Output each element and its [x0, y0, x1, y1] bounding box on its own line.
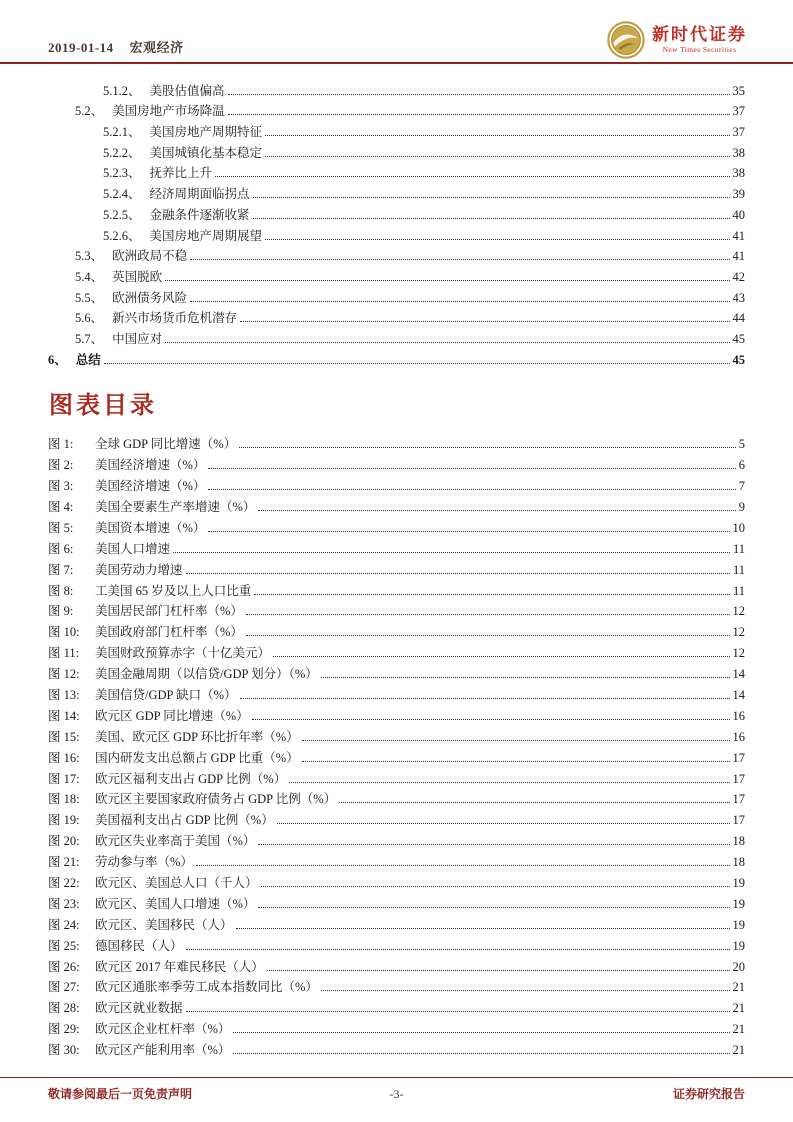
figure-entry[interactable] [48, 807, 745, 828]
toc-entry[interactable] [103, 202, 745, 223]
figure-entry-title: 欧元区产能利用率（%） [95, 1043, 231, 1058]
footer-disclaimer: 敬请参阅最后一页免责声明 [48, 1087, 193, 1101]
figure-entry-title: 欧元区就业数据 [95, 1001, 183, 1016]
dot-leader [233, 1032, 729, 1033]
figure-entry-title: 德国移民（人） [95, 938, 183, 953]
company-logo [607, 21, 747, 59]
company-seal-icon [607, 21, 645, 59]
dot-leader [104, 363, 730, 364]
figure-entry-label: 图 4: [48, 499, 74, 514]
dot-leader [239, 447, 736, 448]
figure-entry-label: 图 25: [48, 938, 80, 953]
figure-entry-page: 17 [732, 750, 745, 765]
dot-leader [258, 907, 729, 908]
dot-leader [236, 928, 730, 929]
figure-entry-page: 21 [732, 1022, 745, 1037]
toc-entry[interactable] [75, 99, 745, 120]
figure-entry-label: 图 27: [48, 980, 80, 995]
company-name-block [652, 26, 747, 54]
figure-entry-label: 图 21: [48, 855, 80, 870]
dot-leader [215, 176, 729, 177]
toc-entry-page: 38 [732, 145, 745, 160]
figure-entry[interactable] [48, 724, 745, 745]
dot-leader [190, 301, 729, 302]
figure-entry-label: 图 8: [48, 583, 74, 598]
figure-entry-title: 美国人口增速 [95, 541, 171, 556]
dot-leader [252, 719, 730, 720]
dot-leader [165, 280, 729, 281]
figure-entry-title: 全球 GDP 同比增速（%） [95, 437, 237, 452]
dot-leader [186, 573, 730, 574]
footer-report-type: 证券研究报告 [672, 1087, 745, 1101]
figure-entry[interactable] [48, 995, 745, 1016]
figure-entry[interactable] [48, 452, 745, 473]
dot-leader [302, 761, 730, 762]
figure-entry-label: 图 12: [48, 667, 80, 682]
report-meta [48, 37, 184, 59]
figure-entry-label: 图 3: [48, 479, 74, 494]
figure-entry-page: 19 [732, 876, 745, 891]
figure-entry-title: 欧元区 GDP 同比增速（%） [95, 708, 249, 723]
dot-leader [228, 94, 730, 95]
toc-entry-number: 5.2.4、 [103, 187, 141, 202]
figure-entry-label: 图 13: [48, 688, 80, 702]
report-category: 宏观经济 [129, 40, 184, 55]
toc-entry-number: 6、 [48, 352, 67, 367]
toc-entry-page: 44 [732, 311, 745, 326]
toc-entry-number: 5.2.1、 [103, 125, 141, 140]
dot-leader [186, 1011, 730, 1012]
figure-entry-page: 16 [732, 708, 745, 723]
figure-entry-label: 图 18: [48, 792, 80, 807]
figure-entry-page: 18 [732, 834, 745, 849]
figure-entry-title: 美国经济增速（%） [95, 458, 206, 473]
report-date: 2019-01-14 [48, 40, 114, 55]
figure-entry-title: 美国经济增速（%） [95, 479, 206, 494]
toc-entry[interactable] [75, 244, 745, 265]
figure-entry-title: 欧元区、美国总人口（千人） [95, 876, 258, 891]
dot-leader [253, 197, 730, 198]
figure-entry[interactable] [48, 682, 745, 703]
toc-entry[interactable] [103, 78, 745, 99]
dot-leader [240, 321, 729, 322]
figure-entry-page: 17 [732, 792, 745, 807]
dot-leader [302, 740, 730, 741]
dot-leader [196, 865, 730, 866]
toc-entry[interactable] [75, 326, 745, 347]
toc-entry-title: 美股估值偏高 [149, 83, 225, 98]
dot-leader [246, 614, 730, 615]
figure-entry-page: 5 [738, 437, 745, 452]
toc-entry-title: 美国房地产周期展望 [149, 228, 263, 243]
figure-entry-title: 美国居民部门杠杆率（%） [95, 604, 243, 619]
table-of-contents [48, 78, 745, 368]
dot-leader [265, 156, 729, 157]
figure-entry-page: 19 [732, 917, 745, 932]
figure-entry[interactable] [48, 787, 745, 808]
dot-leader [265, 239, 729, 240]
figure-entry-title: 美国资本增速（%） [95, 520, 206, 535]
figure-entry-label: 图 11: [48, 646, 80, 661]
figure-entry-title: 欧元区企业杠杆率（%） [95, 1022, 231, 1037]
figure-entry-label: 图 22: [48, 876, 80, 891]
toc-entry-page: 37 [732, 104, 745, 119]
toc-entry-number: 5.4、 [75, 269, 104, 284]
toc-entry[interactable] [75, 285, 745, 306]
dot-leader [240, 698, 730, 699]
figure-entry-title: 欧元区福利支出占 GDP 比例（%） [95, 771, 287, 786]
dot-leader [321, 677, 730, 678]
figure-entry-label: 图 10: [48, 625, 80, 640]
figure-entry-label: 图 17: [48, 771, 80, 786]
dot-leader [228, 114, 730, 115]
toc-entry-number: 5.2、 [75, 104, 104, 119]
figure-entry-page: 12 [732, 604, 745, 619]
figure-entry-label: 图 19: [48, 813, 80, 828]
toc-entry-title: 金融条件逐渐收紧 [149, 207, 250, 222]
toc-entry-title: 美国房地产市场降温 [112, 104, 225, 119]
toc-entry-title: 经济周期面临拐点 [149, 187, 250, 202]
dot-leader [208, 531, 729, 532]
figure-entry[interactable] [48, 640, 745, 661]
toc-entry-page: 45 [732, 331, 745, 346]
figure-entry-title: 美国信贷/GDP 缺口（%） [95, 688, 237, 702]
figure-entry[interactable] [48, 515, 745, 536]
figure-entry-title: 美国政府部门杠杆率（%） [95, 625, 243, 640]
figure-entry-page: 14 [732, 688, 745, 702]
figure-entry-page: 18 [732, 855, 745, 870]
figure-entry-title: 美国全要素生产率增速（%） [95, 499, 256, 514]
dot-leader [165, 342, 729, 343]
figure-entry-page: 6 [738, 458, 745, 473]
figure-entry-page: 12 [732, 646, 745, 661]
figure-entry-page: 21 [732, 980, 745, 995]
figure-entry-label: 图 1: [48, 437, 74, 452]
company-name-en: New Times Securities [662, 44, 737, 54]
footer-page-number: -3- [389, 1087, 404, 1101]
figure-entry-label: 图 7: [48, 562, 74, 577]
figure-entry-page: 19 [732, 938, 745, 953]
figure-entry[interactable] [48, 578, 745, 599]
figure-entry-title: 美国财政预算赤字（十亿美元） [95, 646, 271, 661]
figure-entry-page: 19 [732, 896, 745, 911]
dot-leader [208, 489, 735, 490]
toc-entry[interactable] [75, 264, 745, 285]
figure-entry[interactable] [48, 975, 745, 996]
figure-entry[interactable] [48, 933, 745, 954]
figure-entry-title: 美国金融周期（以信贷/GDP 划分）（%） [95, 667, 318, 682]
figure-entry-page: 17 [732, 813, 745, 828]
dot-leader [258, 844, 729, 845]
figure-entry-title: 劳动参与率（%） [95, 855, 193, 870]
figure-entry[interactable] [48, 661, 745, 682]
figure-entry-label: 图 26: [48, 959, 80, 974]
toc-entry-page: 41 [732, 228, 745, 243]
figure-entry-page: 10 [732, 520, 745, 535]
dot-leader [258, 510, 735, 511]
figures-directory-heading: 图表目录 [49, 392, 157, 419]
toc-entry-number: 5.6、 [75, 311, 104, 326]
toc-entry-title: 总结 [75, 352, 101, 367]
toc-entry-number: 5.2.6、 [103, 228, 141, 243]
figure-entry[interactable] [48, 912, 745, 933]
page-header [0, 0, 793, 62]
toc-entry-page: 40 [732, 207, 745, 222]
dot-leader [321, 990, 730, 991]
dot-leader [190, 259, 729, 260]
figure-entry-label: 图 24: [48, 917, 80, 932]
figure-entry[interactable] [48, 891, 745, 912]
dot-leader [254, 594, 730, 595]
figure-entry-label: 图 5: [48, 520, 74, 535]
toc-entry-title: 欧洲政局不稳 [112, 249, 188, 264]
dot-leader [173, 552, 730, 553]
dot-leader [253, 218, 730, 219]
figure-entry[interactable] [48, 703, 745, 724]
toc-entry-page: 38 [732, 166, 745, 181]
toc-entry-number: 5.5、 [75, 290, 104, 305]
figure-entry-page: 12 [732, 625, 745, 640]
toc-entry-page: 41 [732, 249, 745, 264]
toc-entry-number: 5.2.2、 [103, 145, 141, 160]
figure-entry-label: 图 28: [48, 1001, 80, 1016]
dot-leader [289, 782, 729, 783]
toc-entry-page: 37 [732, 125, 745, 140]
dot-leader [339, 802, 729, 803]
figure-entry[interactable] [48, 1037, 745, 1058]
header-divider [0, 62, 793, 64]
figure-entry[interactable] [48, 536, 745, 557]
figure-entry-title: 欧元区失业率高于美国（%） [95, 834, 256, 849]
figure-entry[interactable] [48, 745, 745, 766]
figure-entry-label: 图 23: [48, 896, 80, 911]
figure-entry-label: 图 15: [48, 729, 80, 744]
page-content [0, 78, 793, 1058]
dot-leader [273, 656, 729, 657]
dot-leader [208, 468, 735, 469]
toc-entry[interactable] [103, 161, 745, 182]
toc-entry[interactable] [103, 140, 745, 161]
toc-entry[interactable] [103, 119, 745, 140]
toc-entry[interactable] [75, 306, 745, 327]
toc-entry[interactable] [103, 181, 745, 202]
figure-entry-page: 11 [732, 583, 745, 598]
figure-entry[interactable] [48, 599, 745, 620]
figure-entry-page: 21 [732, 1043, 745, 1058]
dot-leader [233, 1053, 729, 1054]
figure-entry[interactable] [48, 828, 745, 849]
figures-list [48, 431, 745, 1058]
figure-entry-title: 欧元区 2017 年难民移民（人） [95, 959, 264, 974]
company-name-cn: 新时代证券 [652, 25, 747, 45]
figure-entry-page: 11 [732, 562, 745, 577]
figure-entry-page: 9 [738, 499, 745, 514]
dot-leader [261, 886, 730, 887]
figure-entry[interactable] [48, 766, 745, 787]
toc-entry-page: 43 [732, 290, 745, 305]
figure-entry-label: 图 6: [48, 541, 74, 556]
toc-entry-number: 5.3、 [75, 249, 104, 264]
figure-entry-label: 图 9: [48, 604, 74, 619]
toc-entry-title: 中国应对 [112, 331, 163, 346]
dot-leader [267, 970, 730, 971]
figure-entry[interactable] [48, 619, 745, 640]
figure-entry-label: 图 2: [48, 458, 74, 473]
figure-entry[interactable] [48, 1016, 745, 1037]
figure-entry[interactable] [48, 494, 745, 515]
figure-entry-page: 21 [732, 1001, 745, 1016]
figure-entry-title: 国内研发支出总额占 GDP 比重（%） [95, 750, 299, 765]
figure-entry[interactable] [48, 870, 745, 891]
toc-entry[interactable] [103, 223, 745, 244]
toc-entry-number: 5.2.5、 [103, 207, 141, 222]
toc-entry-page: 39 [732, 187, 745, 202]
figure-entry[interactable] [48, 431, 745, 452]
figure-entry-page: 20 [732, 959, 745, 974]
figure-entry-title: 美国福利支出占 GDP 比例（%） [95, 813, 274, 828]
dot-leader [265, 135, 729, 136]
toc-entry-number: 5.7、 [75, 331, 104, 346]
figure-entry[interactable] [48, 954, 745, 975]
figure-entry[interactable] [48, 557, 745, 578]
figure-entry-label: 图 20: [48, 834, 80, 849]
toc-entry-number: 5.1.2、 [103, 83, 141, 98]
figure-entry-title: 工美国 65 岁及以上人口比重 [95, 583, 252, 598]
figure-entry-page: 14 [732, 667, 745, 682]
figure-entry-title: 欧元区通胀率季劳工成本指数同比（%） [95, 980, 318, 995]
figure-entry-page: 16 [732, 729, 745, 744]
toc-entry-title: 新兴市场货币危机潜存 [112, 311, 238, 326]
figure-entry-label: 图 14: [48, 708, 80, 723]
toc-entry-title: 英国脱欧 [112, 269, 163, 284]
dot-leader [277, 823, 730, 824]
figure-entry[interactable] [48, 849, 745, 870]
figure-entry-title: 美国劳动力增速 [95, 562, 183, 577]
toc-entry-page: 35 [732, 83, 745, 98]
page-footer [0, 1077, 793, 1103]
figure-entry-title: 欧元区、美国人口增速（%） [95, 896, 256, 911]
figure-entry-title: 欧元区主要国家政府债务占 GDP 比例（%） [95, 792, 337, 807]
toc-entry-title: 美国房地产周期特征 [149, 125, 263, 140]
footer-text-row [0, 1078, 793, 1102]
figure-entry-page: 7 [738, 479, 745, 494]
toc-entry-page: 42 [732, 269, 745, 284]
figure-entry-title: 美国、欧元区 GDP 环比折年率（%） [95, 729, 299, 744]
figure-entry-page: 17 [732, 771, 745, 786]
figure-entry-title: 欧元区、美国移民（人） [95, 917, 233, 932]
dot-leader [246, 635, 730, 636]
figure-entry-label: 图 16: [48, 750, 80, 765]
toc-entry[interactable] [48, 347, 745, 368]
figure-entry-label: 图 29: [48, 1022, 80, 1037]
toc-entry-number: 5.2.3、 [103, 166, 141, 181]
figure-entry-label: 图 30: [48, 1043, 80, 1058]
toc-entry-page: 45 [732, 352, 745, 367]
toc-entry-title: 欧洲债务风险 [112, 290, 188, 305]
dot-leader [186, 949, 730, 950]
toc-entry-title: 抚养比上升 [149, 166, 213, 181]
toc-entry-title: 美国城镇化基本稳定 [149, 145, 263, 160]
figure-entry-page: 11 [732, 541, 745, 556]
figure-entry[interactable] [48, 473, 745, 494]
